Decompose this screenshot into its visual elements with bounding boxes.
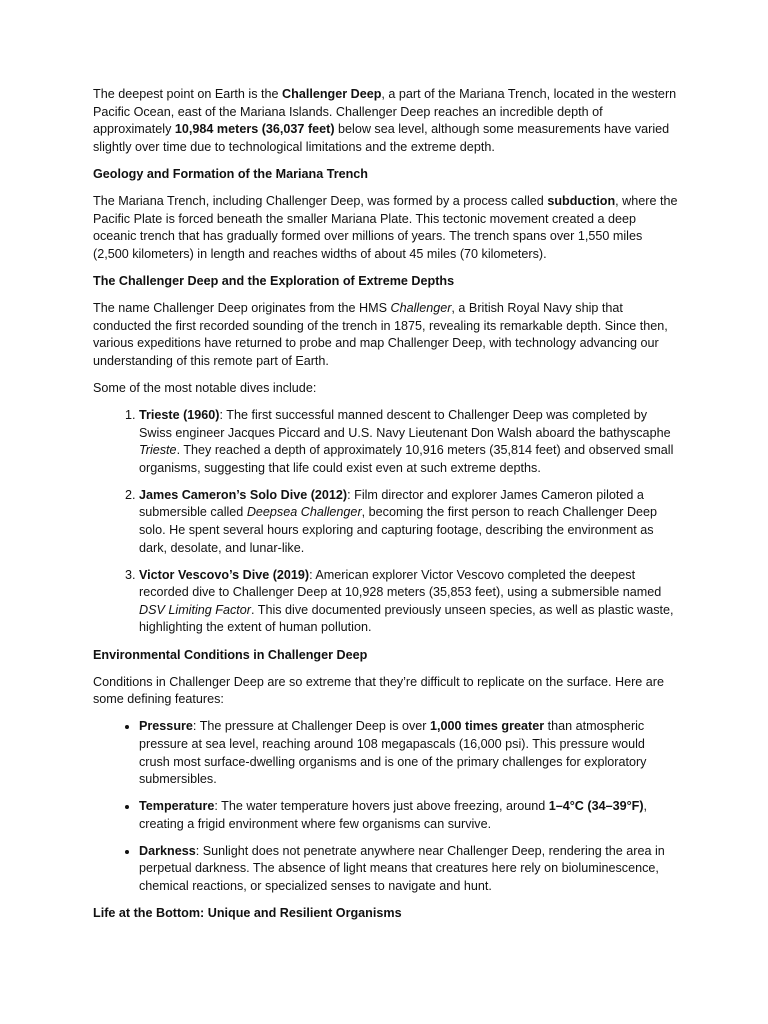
list-item [139,843,678,896]
heading-exploration: The Challenger Deep and the Exploration of Extreme Depths [93,273,455,288]
geology-paragraph [93,193,678,263]
dives-intro: Some of the most notable dives include: [93,380,317,395]
list-item [139,567,678,637]
feature-title: Temperature [139,799,215,814]
dive-text: , becoming the first person to reach Challenger Deep solo. He spent several hours exploring and capturing footage, describing the environment as dark, desolate, and lunar-like. [139,505,658,555]
exploration-text: The name Challenger Deep originates from the HMS [93,300,391,315]
feature-text: than atmospheric pressure at sea level, reaching around 108 megapascals (16,000 psi). This pressure would crush most surface-dwelling organisms and is one of the primary challenges for exploratory submersibles. [139,719,647,787]
features-list [93,718,678,895]
dive-title: Trieste (1960) [139,407,220,422]
exploration-italic-challenger: Challenger [390,300,452,315]
list-item [139,718,678,788]
dive-vessel: Trieste [139,443,177,458]
feature-text: : The pressure at Challenger Deep is over [192,719,430,734]
feature-bold: 1–4°C (34–39°F) [548,799,644,814]
intro-bold-challenger-deep: Challenger Deep [282,87,382,101]
intro-text: The deepest point on Earth is the [93,87,283,101]
dive-vessel: DSV Limiting Factor [139,602,251,617]
list-item [139,407,678,477]
dive-title: James Cameron’s Solo Dive (2012) [139,487,348,502]
heading-life: Life at the Bottom: Unique and Resilient Organisms [93,906,402,921]
feature-title: Pressure [139,719,193,734]
geology-bold-subduction: subduction [547,193,616,208]
feature-text: , creating a frigid environment where few organisms can survive. [139,799,648,831]
exploration-text: , a British Royal Navy ship that conducted the first recorded sounding of the trench in 1875, revealing its remarkable depth. Since then, various expeditions have returned to probe and map Challenger Deep, with technology advancing our understanding of this remote part of Earth. [93,300,668,368]
intro-text: below sea level, although some measurements have varied slightly over time due to technological limitations and the extreme depth. [93,122,670,154]
geology-text: The Mariana Trench, including Challenger Deep, was formed by a process called [93,193,548,208]
dive-text: : The first successful manned descent to Challenger Deep was completed by Swiss engineer Jacques Piccard and U.S. Navy Lieutenant Don Walsh aboard the bathyscaphe [139,407,671,440]
dive-text: : American explorer Victor Vescovo completed the deepest recorded dive to Challenger Deep at 10,928 meters (35,853 feet), using a submersible named [139,567,662,600]
dive-title: Victor Vescovo’s Dive (2019) [139,567,310,582]
geology-text: , where the Pacific Plate is forced beneath the smaller Mariana Plate. This tectonic movement created a deep oceanic trench that has gradually formed over millions of years. The trench spans over 1,550 miles (2,500 kilometers) in length and reaches widths of about 45 miles (70 kilometers). [93,193,678,261]
heading-geology: Geology and Formation of the Mariana Trench [93,166,368,181]
dive-text: . They reached a depth of approximately 10,916 meters (35,814 feet) and observed small organisms, suggesting that life could exist even at such extreme depths. [139,443,674,475]
dives-list [93,407,678,637]
list-item [139,487,678,557]
feature-title: Darkness [139,843,196,858]
environment-intro: Conditions in Challenger Deep are so extreme that they’re difficult to replicate on the surface. Here are some defining features: [93,674,664,707]
document-page [93,86,678,932]
intro-text: , a part of the Mariana Trench, located in the western Pacific Ocean, east of the Mariana Islands. Challenger Deep reaches an incredible depth of approximately [93,87,677,137]
feature-text: : The water temperature hovers just above freezing, around [214,799,549,814]
dive-vessel: Deepsea Challenger [246,505,362,520]
dive-text: . This dive documented previously unseen species, as well as plastic waste, highlighting the extent of human pollution. [139,602,674,635]
intro-paragraph [93,86,678,156]
feature-text: : Sunlight does not penetrate anywhere near Challenger Deep, rendering the area in perpetual darkness. The absence of light means that creatures here rely on bioluminescence, chemical reactions, or specialized senses to navigate and hunt. [139,843,665,894]
heading-environment: Environmental Conditions in Challenger Deep [93,647,368,662]
intro-bold-depth: 10,984 meters (36,037 feet) [174,122,335,137]
list-item [139,798,678,833]
feature-bold: 1,000 times greater [430,719,545,734]
exploration-paragraph [93,300,678,370]
dive-text: : Film director and explorer James Cameron piloted a submersible called [139,487,644,520]
